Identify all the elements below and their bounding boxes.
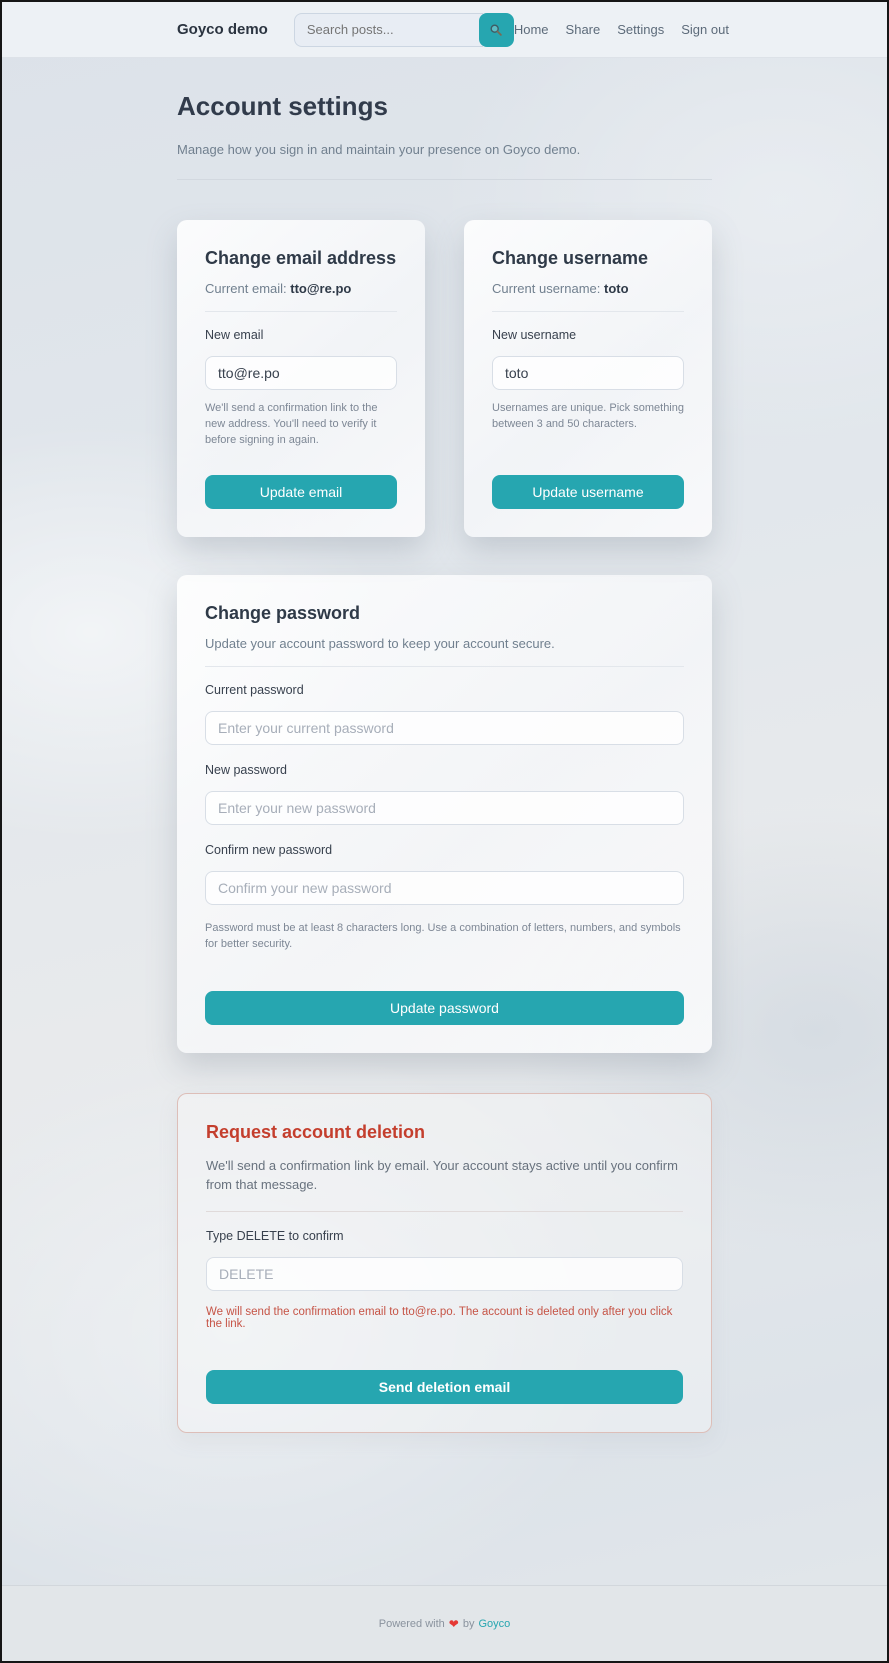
nav-link-signout[interactable]: Sign out: [681, 22, 729, 37]
new-email-label: New email: [205, 328, 264, 342]
nav-link-share[interactable]: Share: [565, 22, 601, 37]
change-username-title: Change username: [492, 248, 649, 268]
change-email-card: [177, 220, 425, 537]
update-email-button[interactable]: Update email: [205, 475, 397, 509]
nav-link-settings[interactable]: Settings: [617, 22, 665, 37]
footer-text-prefix: Powered with: [378, 1617, 445, 1630]
send-deletion-email-button[interactable]: Send deletion email: [206, 1370, 683, 1404]
password-help-text: Password must be at least 8 characters long. Use a combination of letters, numbers, and symbols for better security.: [205, 921, 681, 950]
card-divider: [205, 311, 397, 312]
current-username-line: [492, 281, 684, 296]
footer-text-middle: by: [462, 1617, 475, 1630]
nav-link-home[interactable]: Home: [513, 22, 549, 37]
username-help-text: Usernames are unique. Pick something between 3 and 50 characters.: [492, 402, 684, 430]
search-button[interactable]: [479, 13, 514, 47]
delete-confirm-input[interactable]: [206, 1257, 683, 1291]
update-username-button[interactable]: Update username: [492, 475, 684, 509]
new-username-input[interactable]: [492, 356, 684, 390]
change-username-card: [464, 220, 712, 537]
brand-link[interactable]: Goyco demo: [177, 21, 268, 38]
main-content: [2, 58, 887, 1585]
confirm-password-label: Confirm new password: [205, 842, 333, 857]
card-divider: [206, 1211, 683, 1212]
change-password-subtitle: Update your account password to keep your account secure.: [205, 635, 555, 651]
email-help-text: We'll send a confirmation link to the new address. You'll need to verify it before signing in again.: [205, 402, 378, 446]
new-email-input[interactable]: [205, 356, 397, 390]
update-password-button[interactable]: Update password: [205, 991, 684, 1025]
search-group: [294, 13, 514, 47]
account-deletion-description: We'll send a confirmation link by email. Your account stays active until you confirm from that message.: [206, 1157, 678, 1193]
page-title: Account settings: [177, 91, 388, 121]
account-deletion-card: [177, 1093, 712, 1433]
page-divider: [177, 179, 712, 180]
footer-brand-link[interactable]: Goyco: [478, 1617, 511, 1630]
navbar: [2, 2, 887, 58]
current-password-label: Current password: [205, 682, 304, 697]
change-email-title: Change email address: [205, 248, 397, 268]
heart-icon: ❤: [448, 1616, 459, 1631]
new-password-input[interactable]: [205, 791, 684, 825]
card-divider: [205, 666, 684, 667]
change-password-title: Change password: [205, 602, 361, 623]
card-divider: [492, 311, 684, 312]
current-email-line: [205, 281, 397, 296]
current-username-label: Current username:: [492, 281, 601, 296]
footer: [2, 1585, 887, 1661]
deletion-warning-text: We will send the confirmation email to tto@re.po. The account is deleted only after you click the link.: [206, 1305, 673, 1330]
new-password-label: New password: [205, 762, 287, 777]
new-username-label: New username: [492, 328, 577, 342]
confirm-password-input[interactable]: [205, 871, 684, 905]
account-deletion-title: Request account deletion: [206, 1121, 426, 1142]
change-password-card: [177, 575, 712, 1053]
nav-links: [514, 22, 729, 37]
current-username-value: toto: [604, 281, 629, 296]
current-password-input[interactable]: [205, 711, 684, 745]
page-subtitle: Manage how you sign in and maintain your presence on Goyco demo.: [177, 142, 581, 157]
magnifier-icon: [489, 23, 503, 37]
search-input[interactable]: [294, 13, 483, 47]
current-email-label: Current email:: [205, 281, 287, 296]
current-email-value: tto@re.po: [290, 281, 352, 296]
delete-confirm-label: Type DELETE to confirm: [206, 1228, 344, 1243]
